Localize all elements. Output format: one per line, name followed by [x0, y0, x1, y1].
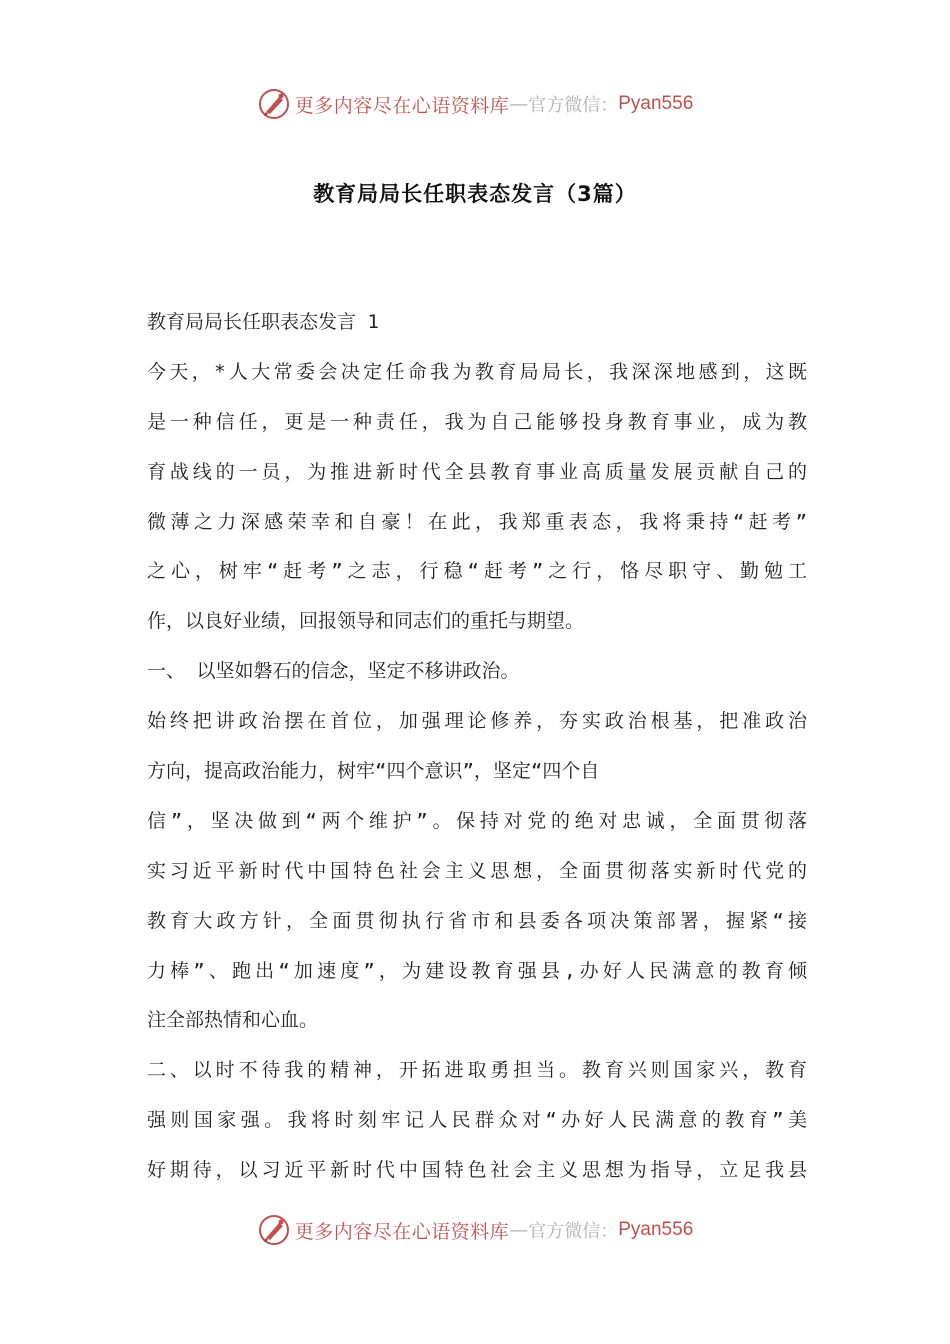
body-line: 今天，*人大常委会决定任命我为教育局局长，我深深地感到，这既: [147, 360, 807, 383]
banner-separator: —: [509, 93, 529, 115]
page-title: 教育局局长任职表态发言（3篇）: [313, 182, 637, 206]
body-line: 好期待，以习近平新时代中国特色社会主义思想为指导，立足我县: [147, 1159, 807, 1182]
body-line: 育战线的一员，为推进新时代全县教育事业高质量发展贡献自己的: [147, 460, 807, 483]
header-banner: [0, 84, 950, 124]
body-line: 始终把讲政治摆在首位，加强理论修养，夯实政治根基，把准政治: [147, 710, 807, 733]
body-line: 微薄之力深感荣幸和自豪！在此，我郑重表态，我将秉持“赶考”: [147, 510, 807, 533]
body-line: 教育大政方针，全面贯彻执行省市和县委各项决策部署，握紧“接: [147, 909, 807, 932]
footer-banner: [0, 1210, 950, 1250]
banner-wechat-id: Pyan556: [618, 93, 694, 114]
banner-wechat-label: 官方微信：: [528, 1221, 619, 1242]
banner-text: 更多内容尽在心语资料库: [294, 94, 510, 117]
section-heading: 教育局局长任职表态发言 1: [147, 311, 379, 333]
body-line: 作，以良好业绩，回报领导和同志们的重托与期望。: [147, 610, 585, 633]
pen-logo-icon: [257, 87, 291, 121]
body-line: 强则国家强。我将时刻牢记人民群众对“办好人民满意的教育”美: [147, 1109, 807, 1132]
body-line: 是一种信任，更是一种责任，我为自己能够投身教育事业，成为教: [147, 410, 807, 433]
subheading-line: 二、以时不待我的精神，开拓进取勇担当。教育兴则国家兴，教育: [147, 1059, 807, 1082]
banner-separator: —: [509, 1219, 529, 1241]
banner-wechat-id: Pyan556: [618, 1219, 694, 1240]
banner-wechat-label: 官方微信：: [528, 95, 619, 116]
banner-text: 更多内容尽在心语资料库: [294, 1220, 510, 1243]
pen-logo-icon: [257, 1213, 291, 1247]
body-line: 实习近平新时代中国特色社会主义思想，全面贯彻落实新时代党的: [147, 859, 807, 882]
body-line: 之心，树牢“赶考”之志，行稳“赶考”之行，恪尽职守、勤勉工: [147, 560, 807, 583]
body-line: 信”，坚决做到“两个维护”。保持对党的绝对忠诚，全面贯彻落: [147, 809, 807, 832]
document-body: [147, 298, 807, 1196]
body-line: 方向，提高政治能力，树牢“四个意识”，坚定“四个自: [147, 760, 600, 783]
body-line: 力棒”、跑出“加速度”，为建设教育强县,办好人民满意的教育倾: [147, 959, 807, 982]
subheading-line: 一、 以坚如磐石的信念，坚定不移讲政治。: [147, 660, 520, 683]
body-line: 注全部热情和心血。: [147, 1009, 319, 1032]
